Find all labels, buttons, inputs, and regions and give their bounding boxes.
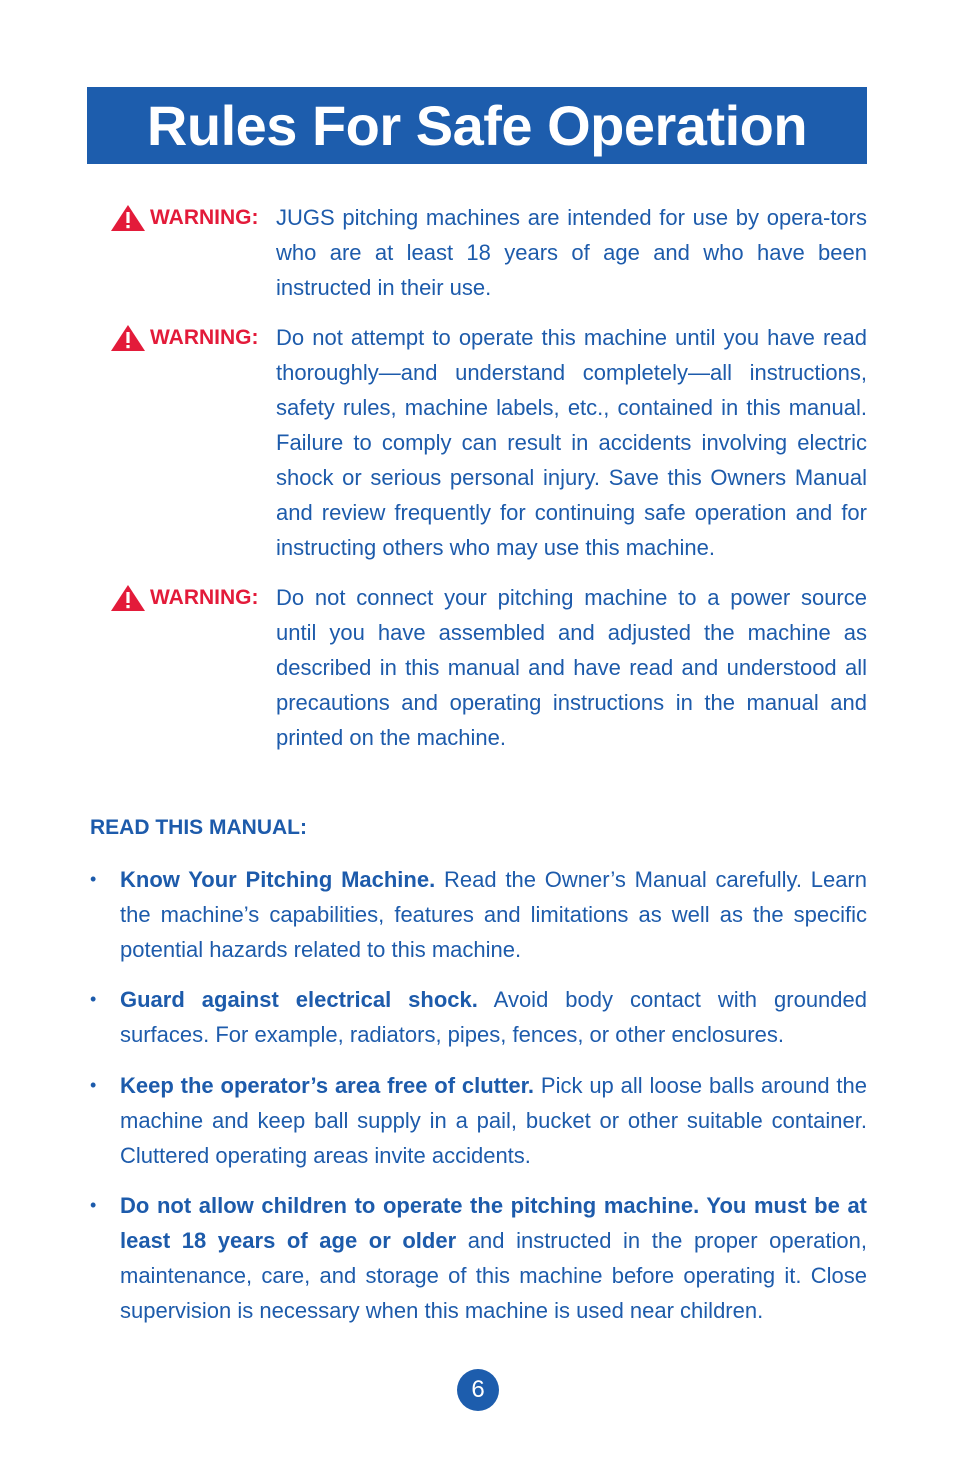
bullet-dot: •	[90, 1075, 97, 1095]
warning-triangle-icon	[110, 584, 146, 612]
bullet-text	[120, 862, 867, 967]
bullet-item-4	[90, 1188, 867, 1328]
warning-block-3	[110, 580, 867, 755]
warning-word: WARNING:	[150, 325, 259, 349]
bullet-body: Pick up all loose balls around the machine and keep ball supply in a pail, bucket or other suitable container. Cluttered operating areas invite accidents.	[120, 1073, 868, 1168]
title-banner	[87, 87, 867, 164]
bullet-body: Avoid body contact with grounded surfaces. For example, radiators, pipes, fences, or other enclosures.	[120, 987, 868, 1047]
warning-block-1	[110, 200, 867, 305]
bullet-text	[120, 1068, 867, 1173]
warning-label	[110, 580, 276, 615]
warning-word: WARNING:	[150, 585, 259, 609]
bullet-bold: Do not allow children to operate the pitching machine. You must be at least 18 years of age or older	[120, 1193, 867, 1253]
warning-triangle-icon	[110, 204, 146, 232]
page-number: 6	[457, 1369, 499, 1411]
bullet-item-1	[90, 862, 867, 967]
warning-word: WARNING:	[150, 205, 259, 229]
bullet-item-2	[90, 982, 867, 1052]
bullet-item-3	[90, 1068, 867, 1173]
bullet-bold: Know Your Pitching Machine.	[120, 867, 436, 892]
warning-text: JUGS pitching machines are intended for use by opera-tors who are at least 18 years of age and who have been instructed in their use.	[276, 205, 867, 300]
bullet-dot: •	[90, 1195, 97, 1215]
bullet-bold: Guard against electrical shock.	[120, 987, 478, 1012]
warning-block-2	[110, 320, 867, 565]
bullet-dot: •	[90, 989, 97, 1009]
bullet-text	[120, 1188, 867, 1328]
section-heading: READ THIS MANUAL:	[90, 816, 307, 839]
bullet-bold: Keep the operator’s area free of clutter.	[120, 1073, 535, 1098]
bullet-body: and instructed in the proper operation, maintenance, care, and storage of this machine before operating it. Close supervision is necessary when this machine is used near children.	[120, 1228, 867, 1323]
warning-text: Do not connect your pitching machine to a power source until you have assembled and adjusted the machine as described in this manual and have read and understood all precautions and operating instructions in the manual and printed on the machine.	[276, 585, 867, 750]
warning-triangle-icon	[110, 324, 146, 352]
warning-label	[110, 320, 276, 355]
warning-text: Do not attempt to operate this machine until you have read thoroughly—and understand completely—all instructions, safety rules, machine labels, etc., contained in this manual. Failure to comply can result in accidents involving electric shock or serious personal injury. Save this Owners Manual and review frequently for continuing safe operation and for instructing others who may use this machine.	[276, 325, 867, 560]
page-title: Rules For Safe Operation	[146, 94, 808, 157]
bullet-dot: •	[90, 869, 97, 889]
bullet-text	[120, 982, 867, 1052]
warning-label	[110, 200, 276, 235]
bullet-body: Read the Owner’s Manual carefully. Learn the machine’s capabilities, features and limitations as well as the specific potential hazards related to this machine.	[120, 867, 867, 962]
